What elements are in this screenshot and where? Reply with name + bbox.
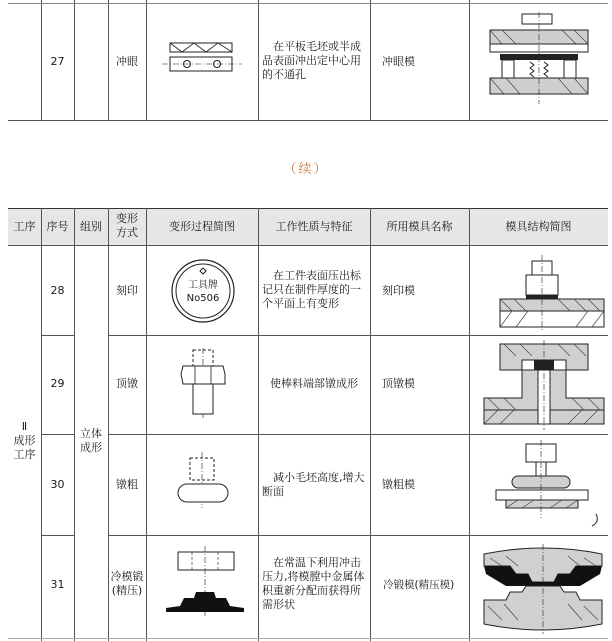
punch-die-sketch xyxy=(482,12,597,112)
row-28-type: 刻印 xyxy=(116,284,138,297)
header-nature: 工作性质与特征 xyxy=(275,220,353,233)
group-label: 立体成形 xyxy=(80,427,102,454)
process-roman: Ⅱ xyxy=(21,420,28,433)
row-29-die: 顶镦模 xyxy=(382,377,415,390)
badge-line-1: 工具牌 xyxy=(188,280,218,291)
row-29-type: 顶镦 xyxy=(116,377,138,390)
row-27-type: 冲眼 xyxy=(116,55,138,68)
process-label-1: 成形 xyxy=(13,434,36,447)
row-30-nature: 减小毛坯高度,增大断面 xyxy=(262,471,365,498)
header-group: 组别 xyxy=(80,220,102,233)
row-30-die: 镦粗模 xyxy=(382,478,415,491)
forging-sketch xyxy=(162,546,248,618)
header-deform-type: 变形方式 xyxy=(116,212,138,239)
row-27-nature: 在平板毛坯或半成品表面冲出定中心用的不通孔 xyxy=(262,40,361,81)
marking-die-sketch xyxy=(496,255,606,333)
row-30-no: 30 xyxy=(50,478,65,491)
upsetting-sketch xyxy=(172,452,236,512)
row-31-nature: 在常温下利用冲击压力,将模膛中金属体积重新分配而获得所需形状 xyxy=(262,556,365,611)
upset-bolt-sketch xyxy=(175,348,235,420)
continued-label: （续） xyxy=(283,162,329,177)
row-31-no: 31 xyxy=(50,578,65,591)
row-29-no: 29 xyxy=(50,377,65,390)
header-sketch: 变形过程简图 xyxy=(169,220,235,233)
row-31-die: 冷锻模(精压模) xyxy=(383,579,455,591)
header-no: 序号 xyxy=(46,220,69,233)
header-die-name: 所用模具名称 xyxy=(386,220,453,233)
heading-die-sketch xyxy=(482,340,606,432)
header-process: 工序 xyxy=(13,220,36,233)
process-label-2: 工序 xyxy=(13,448,36,461)
row-28-nature: 在工件表面压出标记只在制件厚度的一个平面上有变形 xyxy=(262,269,361,310)
row-28-die: 刻印模 xyxy=(382,284,415,297)
header-die-sketch: 模具结构简图 xyxy=(505,220,572,233)
cold-forging-die-sketch xyxy=(480,544,606,636)
row-30-type: 镦粗 xyxy=(116,478,138,491)
row-31-type: 冷模锻(精压) xyxy=(110,570,144,597)
upsetting-die-sketch xyxy=(492,440,606,530)
punch-mark-sketch xyxy=(160,35,250,85)
row-27-no: 27 xyxy=(50,55,65,68)
row-27-die: 冲眼模 xyxy=(382,55,415,68)
row-28-no: 28 xyxy=(50,284,65,297)
row-29-nature: 使棒料端部镦成形 xyxy=(270,377,358,390)
badge-line-2: No506 xyxy=(186,293,220,304)
